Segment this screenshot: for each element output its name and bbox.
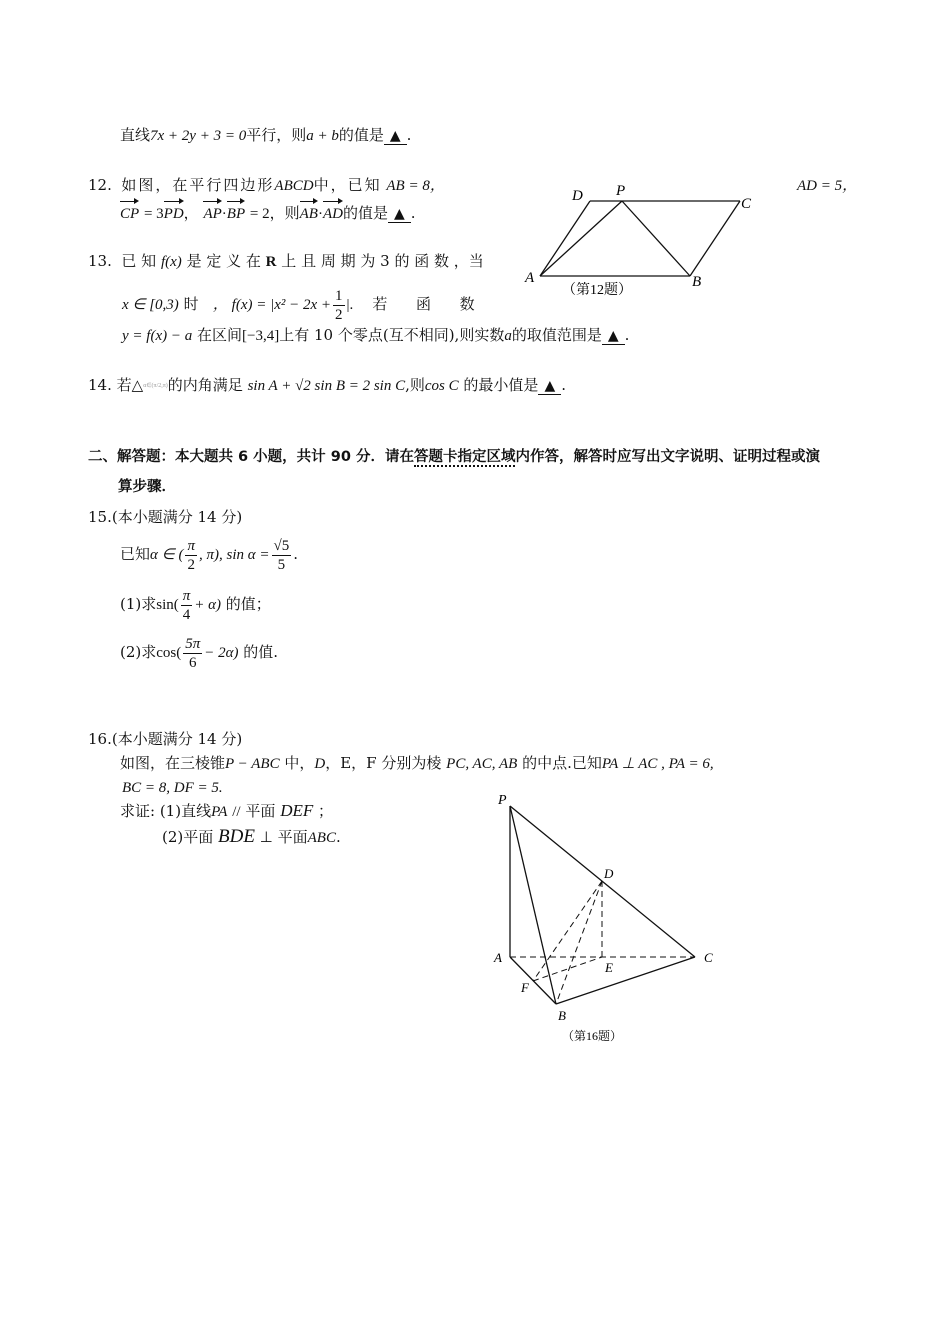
- label-C: C: [741, 196, 752, 212]
- q15-part2: [120, 632, 278, 673]
- q15-heading: [88, 506, 242, 528]
- q16-pabc: P − ABC: [225, 756, 280, 772]
- q15-p1-a: (1)求: [120, 595, 157, 613]
- q11-end: .: [406, 126, 412, 144]
- q14-tiny-note: α∈(π/2,π): [143, 383, 168, 389]
- q16-proof: 求证: (1)直线: [120, 802, 212, 820]
- q14-text2: 的内角满足: [167, 376, 243, 394]
- answer-blank-triangle: ▲: [538, 378, 561, 395]
- q15-alpha-in: α ∈ (: [150, 547, 184, 563]
- vector-cp: CP: [120, 203, 139, 225]
- label-F: F: [521, 980, 529, 995]
- q15-p2-c: 的值.: [243, 643, 279, 661]
- q15-pi-quarter: $\frac{\pi}{4}$: [182, 587, 191, 623]
- q15-period: .: [293, 545, 299, 563]
- q13-half: $\frac{1}{2}$: [335, 287, 343, 323]
- section2-title-a: 二、解答题：本大题共 6 小题，共计 90 分．请在: [88, 449, 414, 465]
- q16-semi: ；: [318, 802, 334, 820]
- q13-text8: 在区间: [197, 326, 243, 344]
- q13-number: 13.: [88, 252, 112, 270]
- q15-five-pi-sixth: $\frac{5\pi}{6}$: [185, 635, 201, 671]
- q12-parallelogram-figure: [520, 178, 760, 302]
- q13-R: R: [265, 254, 277, 270]
- q11-prefix: 直线: [120, 126, 151, 144]
- q13-line2: [122, 284, 475, 325]
- answer-blank-triangle: ▲: [602, 328, 625, 345]
- q15-sqrt5-over-5: $\frac{√5}{5}$: [273, 537, 290, 573]
- q13-end: .: [624, 326, 630, 344]
- q13-text3: 上 且 周 期 为 3 的 函 数 ，当: [281, 252, 484, 270]
- q11-equation: 7x + 2y + 3 = 0: [150, 128, 247, 144]
- answer-blank-triangle: ▲: [384, 128, 407, 145]
- q16-head: 16.(本小题满分 14 分): [88, 730, 243, 748]
- q16-proof2: [162, 826, 341, 849]
- q12-dot: ·: [221, 206, 227, 222]
- q11-line: [120, 124, 411, 147]
- q13-line1: [88, 250, 484, 273]
- q15-p2-a: (2)求: [120, 643, 157, 661]
- q15-p2-cos: cos(: [156, 645, 182, 661]
- q12-ad: [797, 174, 857, 197]
- q16-parallel: //: [232, 804, 241, 820]
- label-E: E: [605, 960, 613, 975]
- q15-alpha-end: , π): [198, 547, 219, 563]
- q13-text1: 已 知: [121, 252, 157, 270]
- q12-eq2: = 2，则: [249, 206, 300, 222]
- q15-p1-b: + α): [194, 597, 222, 613]
- q13-text6: 函: [416, 295, 432, 313]
- label-B: B: [558, 1008, 566, 1023]
- q16-line1: [120, 752, 714, 775]
- q16-l2: BC = 8, DF = 5.: [122, 780, 223, 796]
- q14-text4: 的最小值是: [463, 376, 539, 394]
- section2-title-b: 内作答，解答时应写出文字说明、证明过程或演: [515, 449, 820, 465]
- q12-end: .: [410, 204, 416, 222]
- q13-text5: 若: [372, 295, 388, 313]
- q16-heading: [88, 728, 242, 750]
- q16-dot-end: .: [335, 828, 341, 846]
- q15-sin-a: , sin α =: [218, 547, 270, 563]
- vector-ab: AB: [300, 203, 318, 225]
- q14-end: .: [561, 376, 566, 394]
- q14-line: [88, 374, 566, 397]
- q14-expr: sin A + √2 sin B = 2 sin C: [247, 378, 406, 394]
- q16-plane2: 平面: [277, 828, 308, 846]
- q12-abcd: ABCD: [274, 178, 314, 194]
- q15-p1-sin: sin(: [156, 597, 179, 613]
- q12-ad-text: AD = 5，: [797, 178, 858, 194]
- q16-caption: （第16题）: [562, 1029, 623, 1043]
- label-C: C: [704, 950, 713, 965]
- q15-part1: [120, 584, 271, 625]
- q16-def: DEF: [280, 801, 314, 820]
- q15-given1: 已知: [120, 545, 151, 563]
- label-P: P: [498, 793, 507, 808]
- q12-number: 12.: [88, 176, 112, 194]
- q13-fx2: ， f(x) = |x² − 2x +: [212, 297, 332, 313]
- q16-cond: PA ⊥ AC , PA = 6,: [601, 756, 714, 772]
- vector-bp: BP: [227, 203, 245, 225]
- q13-text7: 数: [459, 295, 475, 313]
- label-A: A: [525, 270, 535, 286]
- q13-y-eq: y = f(x) − a: [122, 328, 193, 344]
- q13-text10: 的取值范围是: [511, 326, 602, 344]
- q16-line2: [122, 776, 223, 799]
- vector-ap: AP: [203, 203, 221, 225]
- q16-edges: PC, AC, AB: [446, 756, 518, 772]
- q16-pyramid-figure: [480, 786, 730, 1056]
- q12-caption: （第12题）: [562, 283, 632, 298]
- q11-mid: 平行，则: [246, 126, 307, 144]
- q13-x-in: x ∈ [0,3): [122, 297, 179, 313]
- q12-text1: 如图，在平行四边形: [121, 176, 275, 194]
- q12-dot2: ·: [317, 206, 323, 222]
- q15-head: 15.(本小题满分 14 分): [88, 508, 243, 526]
- q11-expr: a + b: [306, 128, 339, 144]
- section2-heading: [88, 446, 820, 468]
- section2-title-dotted: 答题卡指定区域: [413, 449, 516, 465]
- q13-interval: [−3,4]: [242, 328, 280, 344]
- q16-l1-b: 中，: [284, 754, 315, 772]
- q14-number: 14.: [88, 376, 112, 394]
- vector-ad: AD: [323, 203, 343, 225]
- q16-D: D: [314, 756, 326, 772]
- q12-line1: [88, 174, 445, 197]
- q16-bde: BDE: [218, 826, 255, 847]
- label-B: B: [692, 274, 702, 290]
- q15-pi-half: $\frac{\pi}{2}$: [187, 537, 195, 573]
- q13-text2: 是 定 义 在: [186, 252, 261, 270]
- label-A: A: [494, 950, 502, 965]
- q14-cosC: cos C: [424, 378, 459, 394]
- q12-line2: CP = 3PD， AP·BP = 2，则AB·AD的值是 ▲ .: [120, 202, 416, 225]
- q15-p1-c: 的值；: [225, 595, 271, 613]
- q14-text1: 若△: [116, 376, 144, 394]
- q15-given: [120, 534, 298, 575]
- q16-abc: ABC: [307, 830, 336, 846]
- q13-text4: 时: [183, 295, 199, 313]
- q12-ab: AB = 8，: [386, 178, 445, 194]
- q14-text3: ,则: [405, 376, 425, 394]
- q16-pa: PA: [211, 804, 228, 820]
- q13-fx: f(x): [160, 254, 182, 270]
- label-P: P: [616, 183, 626, 199]
- q12-text2: 中，已知: [313, 176, 382, 194]
- q16-l1-d: 的中点.已知: [522, 754, 602, 772]
- q12-eq3: = 3: [143, 206, 164, 222]
- q13-a: a: [504, 328, 512, 344]
- label-D: D: [572, 188, 583, 204]
- q16-perp: ⊥: [259, 830, 273, 846]
- q13-close: |.: [346, 297, 354, 313]
- q12-tail: 的值是: [342, 204, 388, 222]
- q16-plane1: 平面: [245, 802, 276, 820]
- q16-l1-a: 如图，在三棱锥: [120, 754, 226, 772]
- q16-l1-c: ，E，F 分别为棱: [325, 754, 442, 772]
- q15-p2-b: − 2α): [204, 645, 239, 661]
- vector-pd: PD: [164, 203, 184, 225]
- answer-blank-triangle: ▲: [388, 206, 411, 223]
- q13-line3: [122, 324, 629, 347]
- q13-text9: 上有 10 个零点(互不相同),则实数: [279, 326, 505, 344]
- section2-title-line2: 算步骤．: [118, 479, 176, 495]
- q16-proof1: [120, 800, 333, 823]
- q16-p2: (2)平面: [162, 828, 214, 846]
- section2-heading-line2: [118, 476, 176, 498]
- q11-suffix: 的值是: [338, 126, 384, 144]
- label-D: D: [604, 866, 614, 881]
